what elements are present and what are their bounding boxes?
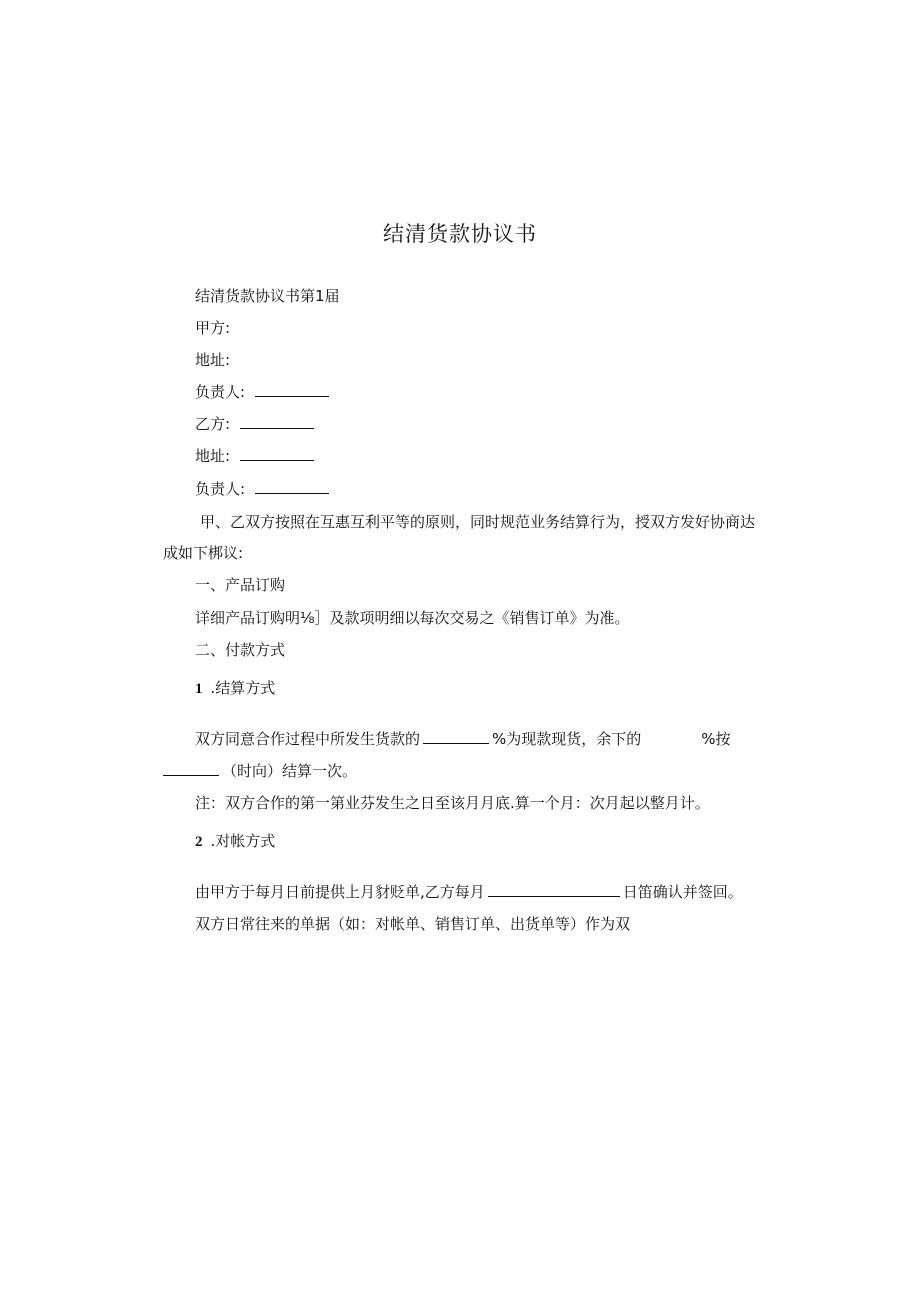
documents-line: 双方日常往来的单据（如：对帐单、销售订单、出货单等）作为双: [195, 915, 631, 933]
recon-text-b: 日笛确认并签回。: [622, 883, 743, 901]
party-b-person-blank: [255, 479, 329, 494]
party-b-label: 乙方:: [195, 415, 231, 433]
party-b-blank: [240, 414, 314, 429]
item2-title: .对帐方式: [210, 832, 276, 850]
party-b-address-label: 地址:: [195, 447, 231, 465]
party-a-person-blank: [255, 382, 329, 397]
document-subtitle: 结清货款协议书第1届: [195, 287, 340, 305]
payment-note: 注：双方合作的第一第业芬发生之日至该月月底.算一个月：次月起以整月计。: [195, 794, 710, 812]
item1-heading: [195, 678, 275, 699]
intro-paragraph-line2: 成如下梆议:: [163, 544, 244, 562]
item1-number: 1: [195, 681, 203, 697]
confirm-day-blank: [488, 882, 620, 897]
section1-text: 详细产品订购明⅛］及款项明细以每次交易之《销售订单》为准。: [195, 609, 630, 627]
item2-heading: [195, 831, 275, 852]
payment-text-c: %按: [701, 730, 731, 748]
party-b-person-line: [195, 479, 332, 499]
party-b-line: [195, 414, 317, 434]
party-b-person-label: 负责人:: [195, 480, 246, 498]
party-a-label: 甲方:: [195, 319, 231, 337]
payment-text-b: %为现款现货，余下的: [492, 730, 642, 748]
party-a-person-label: 负责人:: [195, 383, 246, 401]
reconciliation-line: [195, 882, 743, 902]
party-b-address-line: [195, 446, 317, 466]
party-a-person-line: [195, 382, 332, 402]
payment-text-a: 双方同意合作过程中所发生货款的: [195, 730, 421, 748]
party-a-address-label: 地址:: [195, 351, 231, 369]
document-title: 结清货款协议书: [383, 222, 537, 246]
payment-line2: [163, 761, 357, 781]
section2-title: 二、付款方式: [195, 641, 286, 659]
payment-line1: [195, 729, 731, 749]
cash-percent-blank: [423, 729, 489, 744]
period-blank: [163, 761, 219, 776]
intro-paragraph-line1: 甲、乙双方按照在互惠互利平等的原则，同时规范业务结算行为，授双方发好协商达: [200, 513, 756, 531]
recon-text-a: 由甲方于每月日前提供上月豺贬单,乙方每月: [195, 883, 485, 901]
item2-number: 2: [195, 834, 203, 850]
party-b-address-blank: [240, 446, 314, 461]
item1-title: .结算方式: [210, 679, 276, 697]
section1-title: 一、产品订购: [195, 576, 286, 594]
payment-text-d: （时向）结算一次。: [222, 762, 358, 780]
